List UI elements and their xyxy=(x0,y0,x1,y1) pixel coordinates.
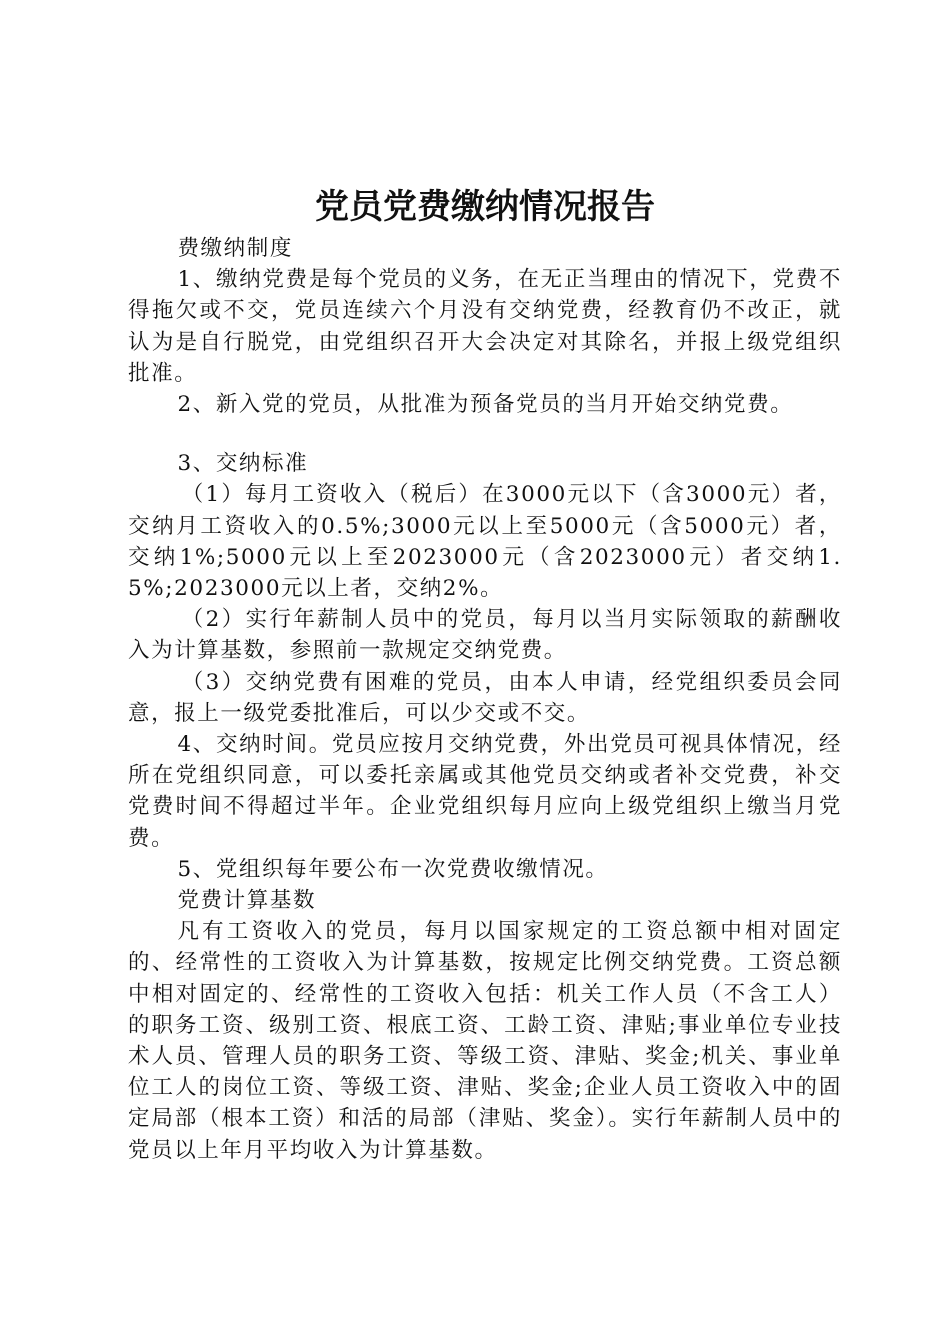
paragraph-item-1: 1、缴纳党费是每个党员的义务，在无正当理由的情况下，党费不得拖欠或不交，党员连续六个月没有交纳党费，经教育仍不改正，就认为是自行脱党，由党组织召开大会决定对其除名，并报上级党组织批准。 xyxy=(128,267,842,386)
paragraph-item-5: 5、党组织每年要公布一次党费收缴情况。 xyxy=(177,856,609,882)
paragraph-calculation-base: 凡有工资收入的党员，每月以国家规定的工资总额中相对固定的、经常性的工资收入为计算基数，按规定比例交纳党费。工资总额中相对固定的、经常性的工资收入包括：机关工作人员（不含工人）的职务工资、级别工资、根底工资、工龄工资、津贴;事业单位专业技术人员、管理人员的职务工资、等级工资、津贴、奖金;机关、事业单位工人的岗位工资、等级工资、津贴、奖金;企业人员工资收入中的固定局部（根本工资）和活的局部（津贴、奖金）。实行年薪制人员中的党员以上年月平均收入为计算基数。 xyxy=(128,919,842,1163)
paragraph-item-3: 3、交纳标准 xyxy=(177,451,309,477)
section-heading-calculation-base: 党费计算基数 xyxy=(177,888,317,914)
paragraph-item-4: 4、交纳时间。党员应按月交纳党费，外出党员可视具体情况，经所在党组织同意，可以委托亲属或其他党员交纳或者补交党费，补交党费时间不得超过半年。企业党组织每月应向上级党组织上缴当月党费。 xyxy=(128,732,842,851)
paragraph-item-3-3: （3）交纳党费有困难的党员，由本人申请，经党组织委员会同意，报上一级党委批准后，可以少交或不交。 xyxy=(128,669,842,726)
section-heading-payment-system: 费缴纳制度 xyxy=(177,236,293,261)
paragraph-item-3-2: （2）实行年薪制人员中的党员，每月以当月实际领取的薪酬收入为计算基数，参照前一款规定交纳党费。 xyxy=(128,607,842,664)
document-page xyxy=(128,185,842,1166)
paragraph-item-3-1: （1）每月工资收入（税后）在3000元以下（含3000元）者，交纳月工资收入的0.5%;3000元以上至5000元（含5000元）者，交纳1%;5000元以上至2023000元（含2023000元）者交纳1.5%;2023000元以上者，交纳2%。 xyxy=(128,482,842,602)
paragraph-item-2: 2、新入党的党员，从批准为预备党员的当月开始交纳党费。 xyxy=(177,392,794,418)
document-title: 党员党费缴纳情况报告 xyxy=(315,187,655,227)
